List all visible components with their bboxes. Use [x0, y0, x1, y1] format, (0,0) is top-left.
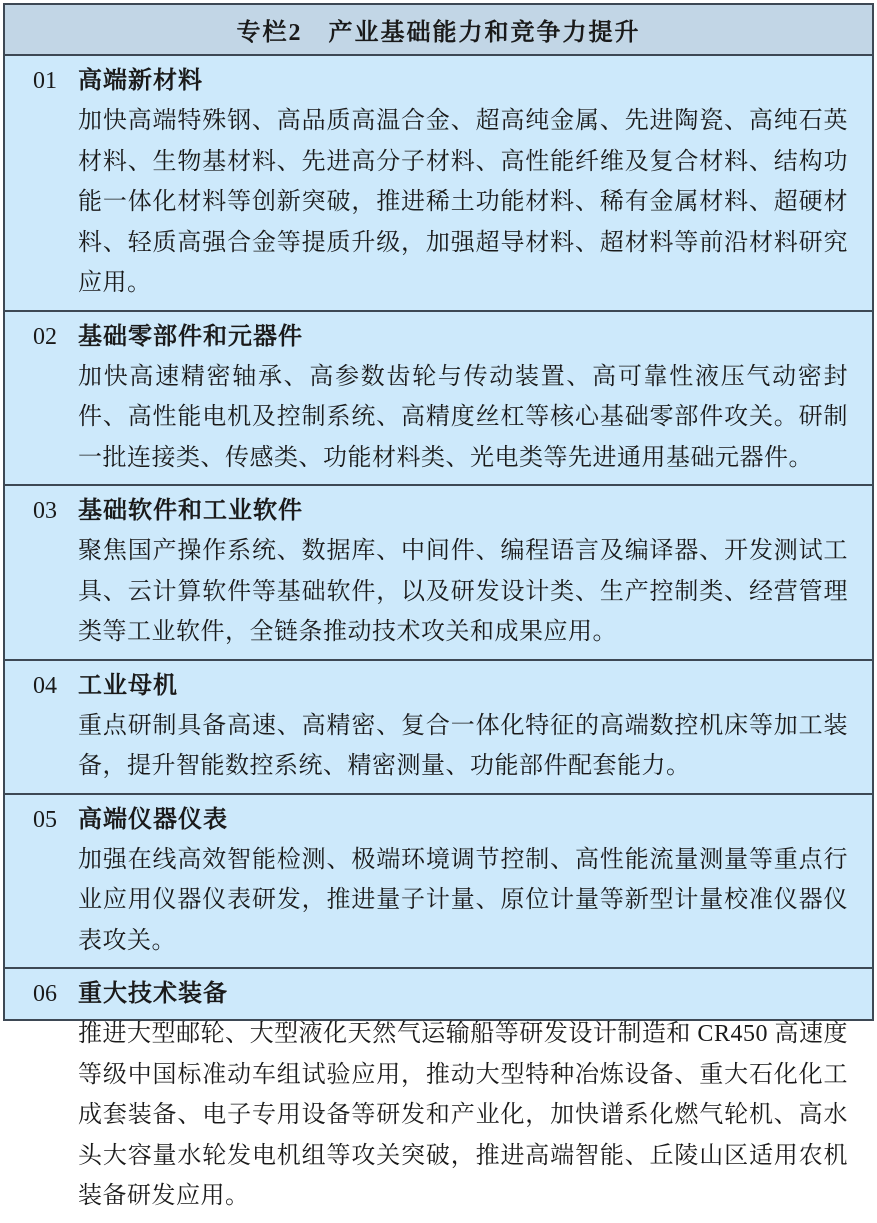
section-content — [78, 317, 848, 479]
section-body: 推进大型邮轮、大型液化天然气运输船等研发设计制造和 CR450 高速度等级中国标准动车组试验应用，推动大型特种冶炼设备、重大石化化工成套装备、电子专用设备等研发和产业化，加快谱系化燃气轮机、高水头大容量水轮发电机组等攻关突破，推进高端智能、丘陵山区适用农机装备研发应用。 — [78, 1021, 848, 1209]
panel-section — [5, 967, 872, 1223]
panel-section — [5, 310, 872, 485]
section-number: 02 — [33, 323, 57, 350]
section-number: 06 — [33, 981, 57, 1007]
section-body: 聚焦国产操作系统、数据库、中间件、编程语言及编译器、开发测试工具、云计算软件等基础软件，以及研发设计类、生产控制类、经营管理类等工业软件，全链条推动技术攻关和成果应用。 — [78, 538, 848, 645]
section-number: 05 — [33, 806, 57, 833]
panel-section — [5, 659, 872, 793]
section-content — [78, 666, 848, 787]
section-body: 加快高速精密轴承、高参数齿轮与传动装置、高可靠性液压气动密封件、高性能电机及控制系统、高精度丝杠等核心基础零部件攻关。研制一批连接类、传感类、功能材料类、光电类等先进通用基础元器件。 — [78, 363, 848, 471]
panel-section — [5, 793, 872, 968]
section-number: 04 — [33, 672, 57, 699]
section-title: 基础软件和工业软件 — [78, 498, 303, 524]
section-content — [78, 800, 848, 962]
section-title: 工业母机 — [78, 672, 178, 699]
column-box-panel — [3, 3, 874, 1209]
section-title: 基础零部件和元器件 — [78, 323, 303, 350]
section-title: 高端新材料 — [78, 68, 203, 94]
section-title: 重大技术装备 — [78, 981, 228, 1007]
section-list — [5, 56, 872, 1223]
section-body: 重点研制具备高速、高精密、复合一体化特征的高端数控机床等加工装备，提升智能数控系统、精密测量、功能部件配套能力。 — [78, 712, 848, 779]
panel-title: 专栏2 产业基础能力和竞争力提升 — [236, 20, 641, 46]
section-body: 加快高端特殊钢、高品质高温合金、超高纯金属、先进陶瓷、高纯石英材料、生物基材料、先进高分子材料、高性能纤维及复合材料、结构功能一体化材料等创新突破，推进稀土功能材料、稀有金属材料、超硬材料、轻质高强合金等提质升级，加强超导材料、超材料等前沿材料研究应用。 — [78, 108, 848, 296]
section-content — [78, 974, 848, 1217]
section-number: 01 — [33, 68, 57, 94]
section-content — [78, 61, 848, 304]
section-body: 加强在线高效智能检测、极端环境调节控制、高性能流量测量等重点行业应用仪器仪表研发，推进量子计量、原位计量等新型计量校准仪器仪表攻关。 — [78, 846, 848, 954]
panel-section — [5, 484, 872, 659]
panel-header — [5, 5, 872, 56]
section-title: 高端仪器仪表 — [78, 806, 228, 833]
section-number: 03 — [33, 498, 57, 524]
panel-section — [5, 56, 872, 310]
section-content — [78, 491, 848, 653]
